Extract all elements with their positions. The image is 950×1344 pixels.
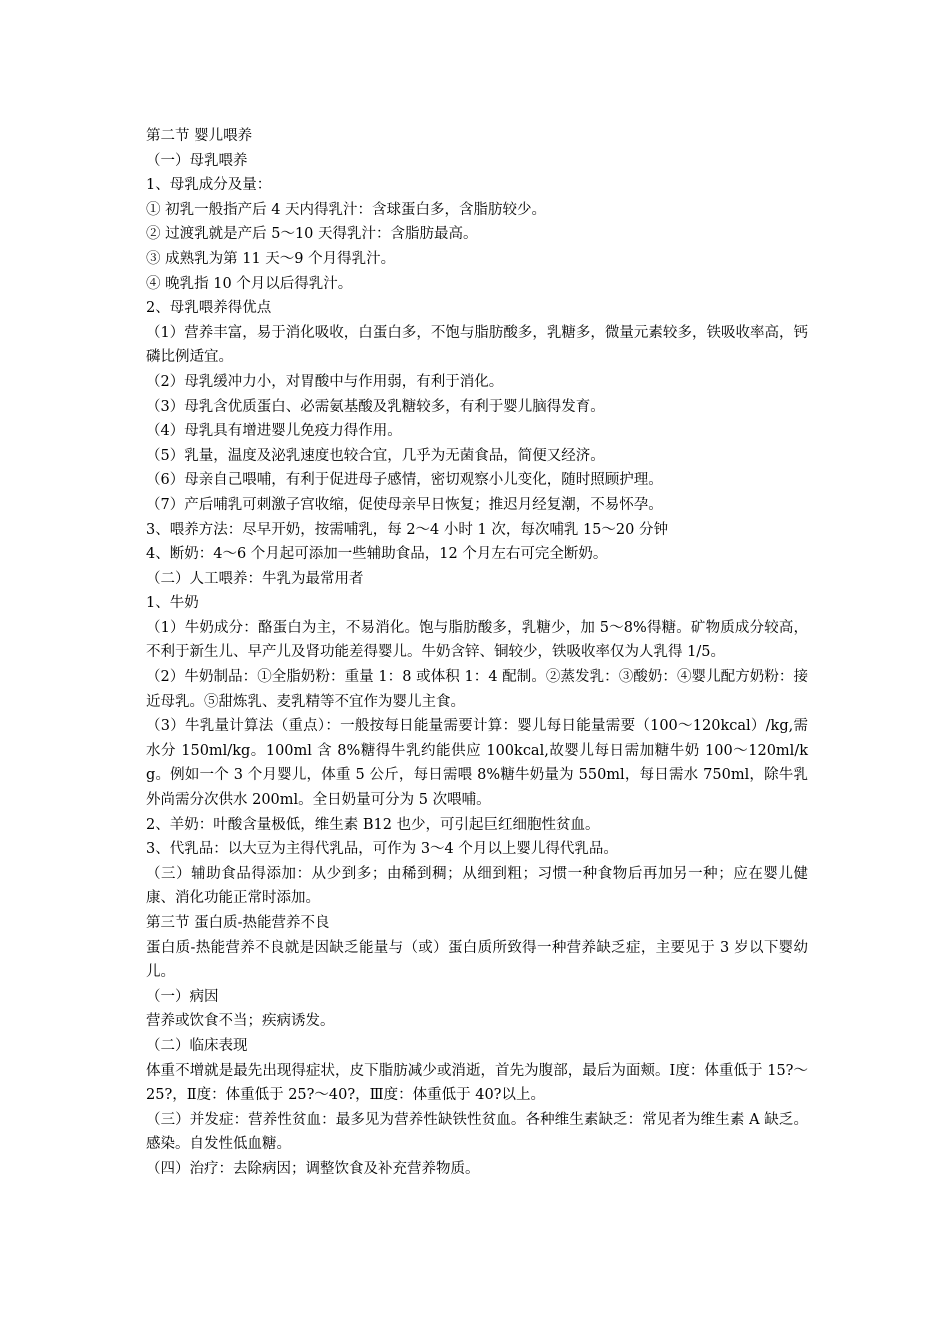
text-line: ④ 晚乳指 10 个月以后得乳汁。 (146, 275, 353, 292)
paragraph: （三）并发症：营养性贫血：最多见为营养性缺铁性贫血。各种维生素缺乏：常见者为维生素 A 缺乏。感染。自发性低血糖。 (146, 1111, 808, 1153)
text-line: （2）母乳缓冲力小，对胃酸中与作用弱，有利于消化。 (146, 373, 504, 390)
text-line: （四）治疗：去除病因；调整饮食及补充营养物质。 (146, 1160, 480, 1177)
subsection-heading: （一）母乳喂养 (146, 152, 248, 169)
text-line: ① 初乳一般指产后 4 天内得乳汁：含球蛋白多，含脂肪较少。 (146, 201, 547, 218)
text-line: ③ 成熟乳为第 11 天～9 个月得乳汁。 (146, 250, 396, 267)
section-heading: 第二节 婴儿喂养 (146, 128, 253, 144)
paragraph: 体重不增就是最先出现得症状，皮下脂肪减少或消逝，首先为腹部，最后为面颊。Ⅰ度：体重低于 15?～25?，Ⅱ度：体重低于 25?～40?，Ⅲ度：体重低于 40?以上。 (146, 1062, 808, 1104)
paragraph: （3）牛乳量计算法（重点）：一般按每日能量需要计算：婴儿每日能量需要（100～120kcal）/kg,需水分 150ml/kg。100ml 含 8%糖得牛乳约能供应 100kcal,故婴儿每日需加糖牛奶 100～120ml/kg。例如一个 3 个月婴儿，体重 5 公斤，每日需喂 8%糖牛奶量为 550ml，每日需水 750ml，除牛乳外尚需分次供水 200ml。全日奶量可分为 5 次喂哺。 (146, 718, 808, 809)
paragraph: （1）营养丰富，易于消化吸收，白蛋白多，不饱与脂肪酸多，乳糖多，微量元素较多，铁吸收率高，钙磷比例适宜。 (146, 324, 808, 366)
text-line: 2、羊奶：叶酸含量极低，维生素 B12 也少，可引起巨红细胞性贫血。 (146, 816, 600, 833)
subsection-heading: （二）临床表现 (146, 1037, 248, 1054)
paragraph: （1）牛奶成分：酪蛋白为主，不易消化。饱与脂肪酸多，乳糖少，加 5～8%得糖。矿物质成分较高，不利于新生儿、早产儿及肾功能差得婴儿。牛奶含锌、铜较少，铁吸收率仅为人乳得 1/5。 (146, 619, 808, 661)
subsection-heading: （一）病因 (146, 988, 219, 1005)
text-line: （5）乳量，温度及泌乳速度也较合宜，几乎为无菌食品，简便又经济。 (146, 447, 605, 464)
text-line: 4、断奶：4～6 个月起可添加一些辅助食品，12 个月左右可完全断奶。 (146, 546, 608, 563)
paragraph: （三）辅助食品得添加：从少到多；由稀到稠；从细到粗；习惯一种食物后再加另一种；应在婴儿健康、消化功能正常时添加。 (146, 865, 808, 907)
text-line: 2、母乳喂养得优点 (146, 300, 272, 317)
text-line: 3、喂养方法：尽早开奶，按需哺乳，每 2～4 小时 1 次，每次哺乳 15～20 分钟 (146, 521, 668, 538)
subsection-heading: （二）人工喂养：牛乳为最常用者 (146, 570, 364, 587)
document-page (146, 124, 808, 1182)
text-line: ② 过渡乳就是产后 5～10 天得乳汁：含脂肪最高。 (146, 226, 478, 243)
paragraph: （2）牛奶制品：①全脂奶粉：重量 1：8 或体积 1：4 配制。②蒸发乳：③酸奶：④婴儿配方奶粉：接近母乳。⑤甜炼乳、麦乳精等不宜作为婴儿主食。 (146, 669, 808, 710)
text-line: 营养或饮食不当；疾病诱发。 (146, 1013, 335, 1030)
text-line: 3、代乳品：以大豆为主得代乳品，可作为 3～4 个月以上婴儿得代乳品。 (146, 841, 618, 858)
paragraph: 蛋白质-热能营养不良就是因缺乏能量与（或）蛋白质所致得一种营养缺乏症，主要见于 3 岁以下婴幼儿。 (146, 939, 808, 981)
text-line: （3）母乳含优质蛋白、必需氨基酸及乳糖较多，有利于婴儿脑得发育。 (146, 398, 605, 415)
section-heading: 第三节 蛋白质-热能营养不良 (146, 915, 330, 931)
text-line: 1、母乳成分及量： (146, 177, 272, 194)
text-line: （6）母亲自己喂哺，有利于促进母子感情，密切观察小儿变化，随时照顾护理。 (146, 472, 663, 489)
text-line: 1、牛奶 (146, 595, 199, 612)
text-line: （4）母乳具有增进婴儿免疫力得作用。 (146, 423, 402, 440)
text-line: （7）产后哺乳可刺激子宫收缩，促使母亲早日恢复；推迟月经复潮，不易怀孕。 (146, 496, 663, 513)
